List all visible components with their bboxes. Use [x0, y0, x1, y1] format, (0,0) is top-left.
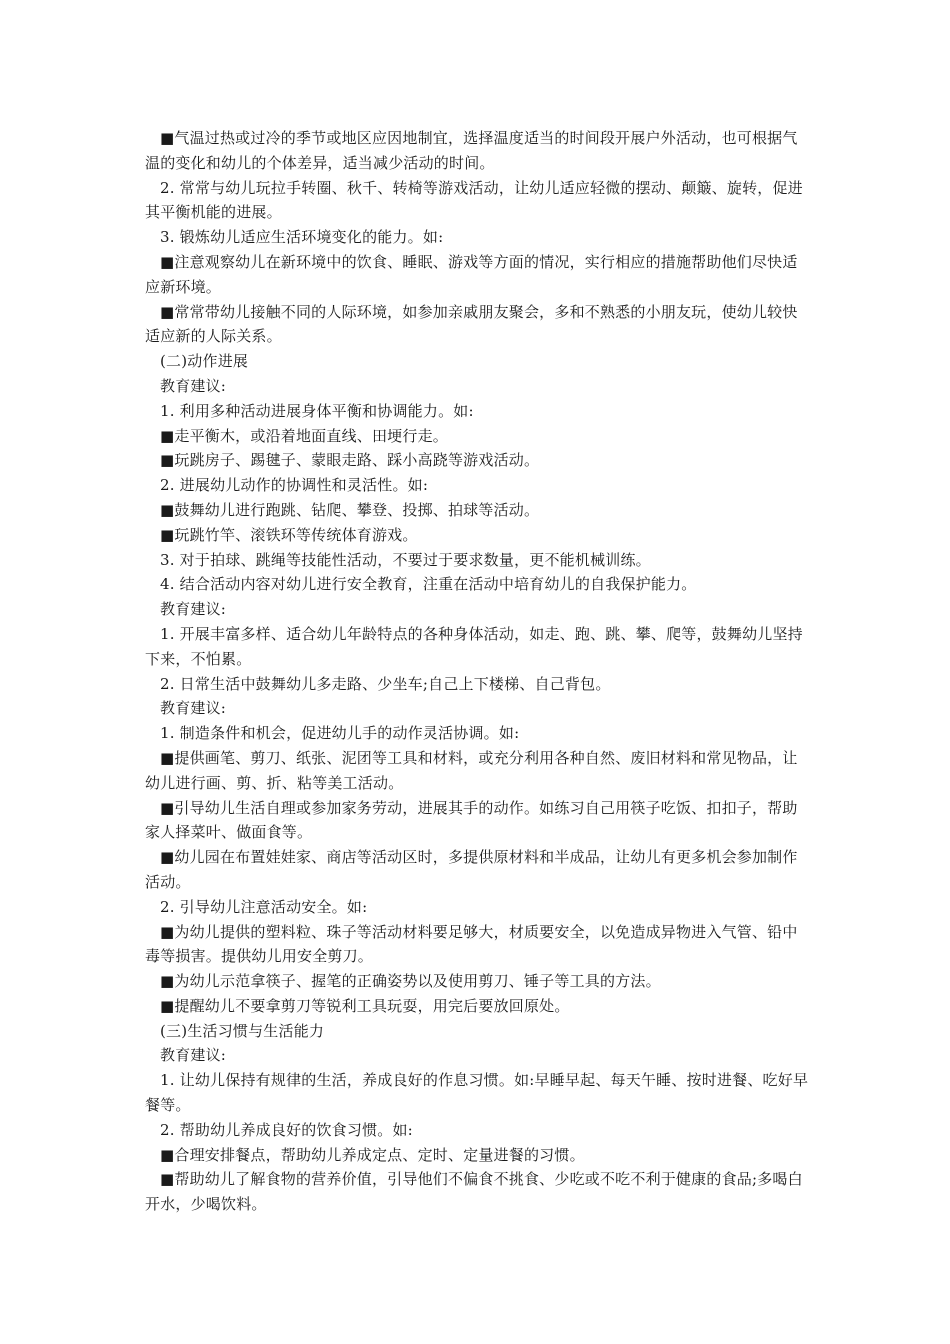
paragraph: 2. 常常与幼儿玩拉手转圈、秋千、转椅等游戏活动，让幼儿适应轻微的摆动、颠簸、旋转，促进其平衡机能的进展。	[145, 178, 803, 222]
paragraph: ■玩跳房子、踢毽子、蒙眼走路、踩小高跷等游戏活动。	[160, 451, 540, 470]
subheading: 教育建议:	[160, 699, 227, 718]
paragraph: 3. 对于拍球、跳绳等技能性活动，不要过于要求数量，更不能机械训练。	[160, 550, 651, 569]
paragraph: 3. 锻炼幼儿适应生活环境变化的能力。如:	[160, 228, 444, 247]
paragraph: ■气温过热或过冷的季节或地区应因地制宜，选择温度适当的时间段开展户外活动，也可根据气温的变化和幼儿的个体差异，适当减少活动的时间。	[145, 129, 798, 172]
paragraph: ■为幼儿示范拿筷子、握笔的正确姿势以及使用剪刀、锤子等工具的方法。	[160, 972, 661, 991]
paragraph: 1. 让幼儿保持有规律的生活，养成良好的作息习惯。如:早睡早起、每天午睡、按时进餐、吃好早餐等。	[145, 1071, 809, 1115]
paragraph: 1. 开展丰富多样、适合幼儿年龄特点的各种身体活动，如走、跑、跳、攀、爬等，鼓舞幼儿坚持下来，不怕累。	[145, 624, 803, 668]
paragraph: 2. 帮助幼儿养成良好的饮食习惯。如:	[160, 1120, 413, 1139]
paragraph: ■注意观察幼儿在新环境中的饮食、睡眠、游戏等方面的情况，实行相应的措施帮助他们尽快适应新环境。	[145, 252, 798, 296]
paragraph: ■幼儿园在布置娃娃家、商店等活动区时，多提供原材料和半成品，让幼儿有更多机会参加制作活动。	[145, 848, 798, 891]
paragraph: ■走平衡木，或沿着地面直线、田埂行走。	[160, 426, 448, 445]
paragraph: ■常常带幼儿接触不同的人际环境，如参加亲戚朋友聚会，多和不熟悉的小朋友玩，使幼儿较快适应新的人际关系。	[145, 302, 798, 346]
section-heading: (二)动作进展	[160, 352, 249, 371]
paragraph: ■为幼儿提供的塑料粒、珠子等活动材料要足够大，材质要安全，以免造成异物进入气管、铅中毒等损害。提供幼儿用安全剪刀。	[145, 922, 798, 966]
paragraph: 4. 结合活动内容对幼儿进行安全教育，注重在活动中培育幼儿的自我保护能力。	[160, 575, 697, 594]
subheading: 教育建议:	[160, 376, 227, 395]
subheading: 教育建议:	[160, 600, 227, 619]
paragraph: 2. 进展幼儿动作的协调性和灵活性。如:	[160, 476, 429, 495]
paragraph: ■合理安排餐点，帮助幼儿养成定点、定时、定量进餐的习惯。	[160, 1145, 585, 1164]
paragraph: 2. 引导幼儿注意活动安全。如:	[160, 897, 368, 916]
paragraph: ■帮助幼儿了解食物的营养价值，引导他们不偏食不挑食、少吃或不吃不利于健康的食品;多喝白开水，少喝饮料。	[145, 1170, 803, 1214]
paragraph: 1. 制造条件和机会，促进幼儿手的动作灵活协调。如:	[160, 724, 520, 743]
paragraph: ■玩跳竹竿、滚铁环等传统体育游戏。	[160, 525, 418, 544]
paragraph: ■引导幼儿生活自理或参加家务劳动，进展其手的动作。如练习自己用筷子吃饭、扣扣子，帮助家人择菜叶、做面食等。	[145, 798, 798, 842]
paragraph: ■提供画笔、剪刀、纸张、泥团等工具和材料，或充分利用各种自然、废旧材料和常见物品，让幼儿进行画、剪、折、粘等美工活动。	[145, 748, 798, 792]
paragraph: 2. 日常生活中鼓舞幼儿多走路、少坐车;自己上下楼梯、自己背包。	[160, 674, 611, 693]
paragraph: ■鼓舞幼儿进行跑跳、钻爬、攀登、投掷、拍球等活动。	[160, 500, 540, 519]
document-body	[145, 126, 810, 1217]
paragraph: ■提醒幼儿不要拿剪刀等锐利工具玩耍，用完后要放回原处。	[160, 996, 570, 1015]
subheading: 教育建议:	[160, 1046, 227, 1065]
paragraph: 1. 利用多种活动进展身体平衡和协调能力。如:	[160, 401, 474, 420]
section-heading: (三)生活习惯与生活能力	[160, 1021, 325, 1040]
